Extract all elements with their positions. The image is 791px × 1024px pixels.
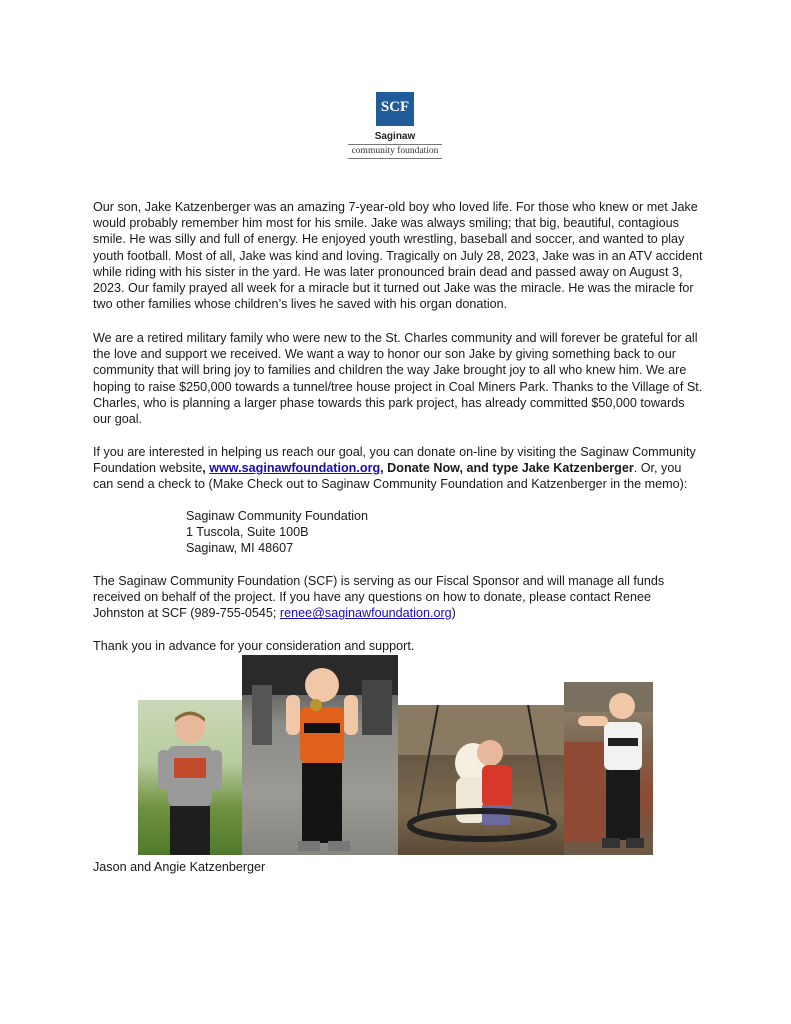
boy-figure-2 [242,655,398,855]
donate-text-start: If you are interested in helping us reach our goal, you can donate on-line by visiting the Saginaw Community Foundation website [93,445,696,476]
logo-subtitle: community foundation [351,146,439,156]
address-line-1: Saginaw Community Foundation [186,509,369,523]
boy-and-dog-figure [398,705,564,855]
donate-comma: , [202,461,210,476]
photo-school-portrait [138,700,242,855]
mailing-address [186,508,368,557]
logo-name: Saginaw [374,131,416,142]
paragraph-fiscal-sponsor [93,573,703,622]
paragraph-thanks [93,638,703,654]
logo-mark: SCF [376,92,414,126]
paragraph-project-text: We are a retired military family who were new to the St. Charles community and will forever be grateful for all the love and support we received. We want a way to honor our son Jake by giving something back to our community that will bring joy to families and children the way Jake brought joy to all who knew him. We are hoping to raise $250,000 towards a tunnel/tree house project in Coal Miners Park. Thanks to the Village of St. Charles, who is planning a larger phase towards this park project, has already committed $50,000 towards our goal. [93,331,703,427]
email-link[interactable]: renee@saginawfoundation.org [279,606,452,621]
paragraph-story [93,199,703,312]
donate-instructions: , Donate Now, and type Jake Katzenberger [380,461,634,476]
logo-rule-bottom [348,158,442,159]
photo-swing-with-dog [398,705,564,855]
paragraph-project [93,330,703,427]
address-line-2: 1 Tuscola, Suite 100B [186,525,309,540]
scf-logo [346,92,444,162]
sponsor-text-start: The Saginaw Community Foundation (SCF) is serving as our Fiscal Sponsor and will manage all funds received on behalf of the project. If you have any questions on how to donate, please contact Renee Johnston at SCF (989-755-0545; [93,574,665,621]
boy-figure-4 [564,682,653,855]
paragraph-donate [93,444,703,493]
photo-by-brick-wall [564,682,653,855]
sponsor-text-end: ) [451,606,456,621]
donate-text-end: . Or, you can send a check to (Make Check out to Saginaw Community Foundation and Katzenberger in the memo): [93,461,688,492]
foundation-website-link[interactable]: www.saginawfoundation.org [209,461,381,476]
signature: Jason and Angie Katzenberger [93,860,266,874]
paragraph-story-text: Our son, Jake Katzenberger was an amazing 7-year-old boy who loved life. For those who knew or met Jake would probably remember him most for his smile. Jake was always smiling; that big, beautiful, contagious smile. He was silly and full of energy. He enjoyed youth wrestling, baseball and soccer, and wanted to play youth football. Most of all, Jake was kind and loving. Tragically on July 28, 2023, Jake was in an ATV accident while riding with his sister in the yard. He was later pronounced brain dead and passed away on August 3, 2023. Our family prayed all week for a miracle but it turned out Jake was the miracle. He was the miracle for two other families whose children’s lives he saved with his organ donation. [93,200,703,312]
paragraph-thanks-text: Thank you in advance for your consideration and support. [93,639,415,653]
photo-wrestling-medal [242,655,398,855]
boy-figure-1 [138,700,242,855]
logo-rule-top [348,144,442,145]
address-line-3: Saginaw, MI 48607 [186,541,294,556]
